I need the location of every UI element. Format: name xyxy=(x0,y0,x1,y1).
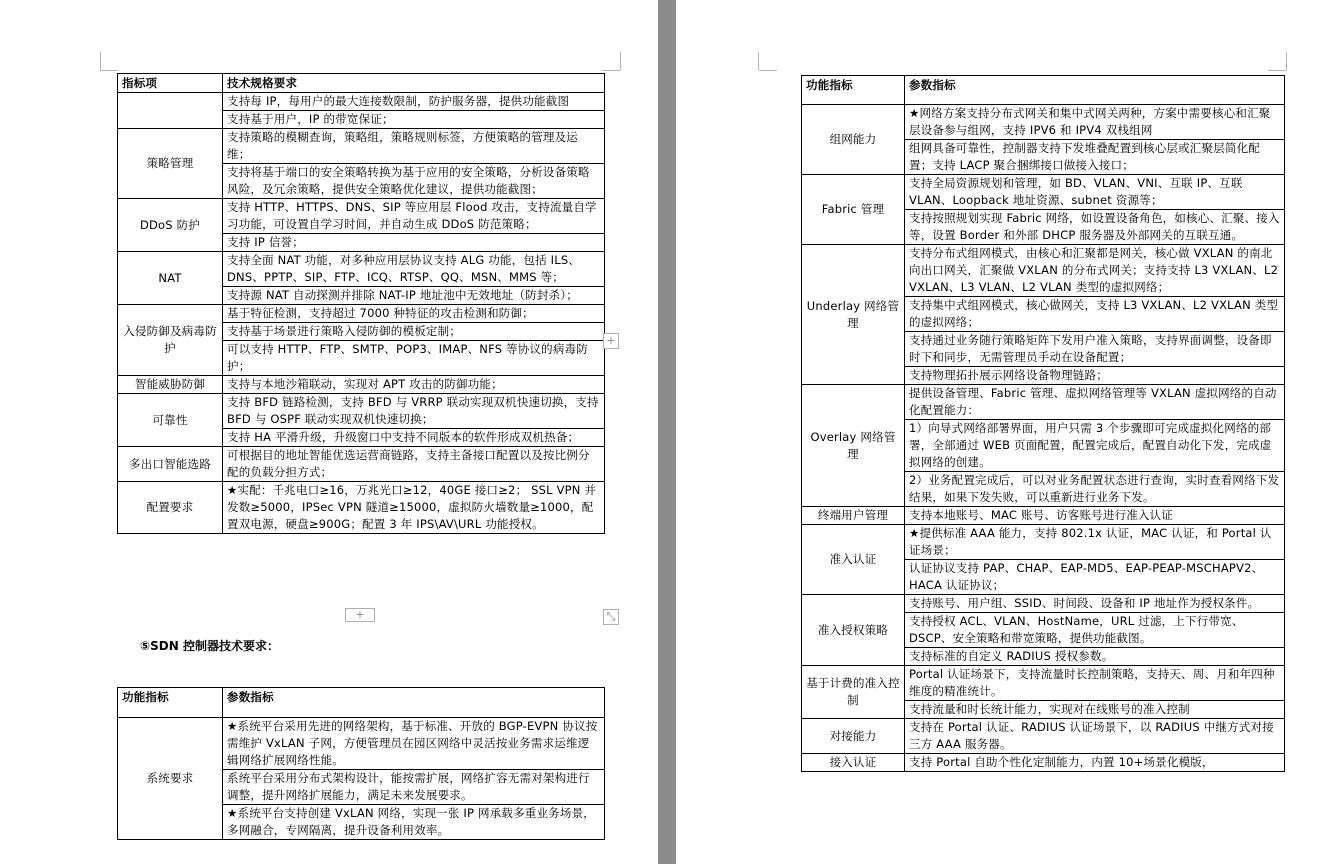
spec-cell: 1）向导式网络部署界面，用户只需 3 个步骤即可完成虚拟化网络的部署，全部通过 WEB 页面配置，配置完成后，配置自动化下发，完成虚拟网络的创建。 xyxy=(905,420,1285,472)
table-row xyxy=(118,129,605,164)
category-cell: 策略管理 xyxy=(118,129,223,199)
category-cell: Fabric 管理 xyxy=(802,175,905,245)
category-cell: 准入授权策略 xyxy=(802,595,905,666)
table-row xyxy=(802,595,1285,613)
spec-cell: 支持 HA 平滑升级，升级窗口中支持不同版本的软件形成双机热备； xyxy=(223,429,605,447)
spec-cell: 支持集中式组网模式，核心做网关，支持 L3 VXLAN、L2 VXLAN 类型的虚拟网络； xyxy=(905,297,1285,332)
category-cell: 基于计费的准入控制 xyxy=(802,666,905,719)
spec-cell: 支持按照规划实现 Fabric 网络，如设置设备角色，如核心、汇聚、接入等，设置 Border 和外部 DHCP 服务器及外部网关的互联互通。 xyxy=(905,210,1285,245)
spec-cell: 支持 HTTP、HTTPS、DNS、SIP 等应用层 Flood 攻击，支持流量自学习功能，可设置自学习时间，并自动生成 DDoS 防范策略； xyxy=(223,199,605,234)
category-cell: 终端用户管理 xyxy=(802,507,905,525)
category-cell: 组网能力 xyxy=(802,105,905,175)
spec-cell: 认证协议支持 PAP、CHAP、EAP-MD5、EAP-PEAP-MSCHAPV2、HACA 认证协议； xyxy=(905,560,1285,595)
spec-cell: 组网具备可靠性，控制器支持下发堆叠配置到核心层或汇聚层简化配置；支持 LACP 聚合捆绑接口做接入接口； xyxy=(905,140,1285,175)
column-header: 参数指标 xyxy=(223,688,605,718)
spec-cell: ★提供标准 AAA 能力，支持 802.1x 认证，MAC 认证，和 Portal 认证场景； xyxy=(905,525,1285,560)
spec-cell: 支持物理拓扑展示网络设备物理链路； xyxy=(905,367,1285,385)
spec-cell: ★系统平台采用先进的网络架构，基于标准、开放的 BGP-EVPN 协议按需维护 VxLAN 子网，方便管理员在园区网络中灵活按业务需求运维逻辑网络扩展网络性能。 xyxy=(223,718,605,770)
table-row xyxy=(802,754,1285,772)
section-heading: ⑤SDN 控制器技术要求： xyxy=(140,639,279,653)
category-cell: 接入认证 xyxy=(802,754,905,772)
resize-table-handle[interactable]: ⤡ xyxy=(603,609,619,625)
table-row xyxy=(118,376,605,394)
spec-cell: 支持基于用户，IP 的带宽保证； xyxy=(223,111,605,129)
table-row xyxy=(802,245,1285,297)
category-cell: 多出口智能选路 xyxy=(118,447,223,482)
spec-cell: ★实配：千兆电口≥16，万兆光口≥12，40GE 接口≥2； SSL VPN 并发数≥5000，IPSec VPN 隧道≥15000，虚拟防火墙数量≥1000，配置双电源，硬盘≥900G；配置 3 年 IPS\AV\URL 功能授权。 xyxy=(223,482,605,534)
category-cell: Overlay 网络管理 xyxy=(802,385,905,507)
spec-cell: 支持与本地沙箱联动，实现对 APT 攻击的防御功能； xyxy=(223,376,605,394)
crop-mark xyxy=(1268,70,1286,72)
table-header-row xyxy=(802,76,1285,105)
table-row xyxy=(802,719,1285,754)
spec-cell: 支持分布式组网模式，由核心和汇聚都是网关，核心做 VXLAN 的南北向出口网关，汇聚做 VXLAN 的分布式网关；支持支持 L3 VXLAN、L2 VXLAN、L3 VLAN、L2 VLAN 类型的虚拟网络； xyxy=(905,245,1285,297)
table-row xyxy=(802,525,1285,560)
column-header: 功能指标 xyxy=(118,688,223,718)
spec-cell: ★系统平台支持创建 VxLAN 网络，实现一张 IP 网承载多重业务场景，多网融合，专网隔离，提升设备利用效率。 xyxy=(223,805,605,840)
table-row xyxy=(118,394,605,429)
table-row xyxy=(802,507,1285,525)
spec-cell: 支持将基于端口的安全策略转换为基于应用的安全策略，分析设备策略风险，及冗余策略，提供安全策略优化建议，提供功能截图； xyxy=(223,164,605,199)
crop-mark xyxy=(92,52,101,70)
table-header-row xyxy=(118,688,605,718)
spec-cell: Portal 认证场景下，支持流量时长控制策略，支持天、周、月和年四种维度的精准统计。 xyxy=(905,666,1285,701)
crop-mark xyxy=(602,70,620,72)
spec-cell: 支持流量和时长统计能力，实现对在线账号的准入控制 xyxy=(905,701,1285,719)
crop-mark xyxy=(620,52,622,70)
category-cell: 可靠性 xyxy=(118,394,223,447)
table-row xyxy=(118,447,605,482)
spec-cell: 支持 BFD 链路检测，支持 BFD 与 VRRP 联动实现双机快速切换，支持 BFD 与 OSPF 联动实现双机快速切换； xyxy=(223,394,605,429)
spec-cell: 提供设备管理、Fabric 管理、虚拟网络管理等 VXLAN 虚拟网络的自动化配置能力： xyxy=(905,385,1285,420)
category-cell: 配置要求 xyxy=(118,482,223,534)
table-row xyxy=(118,252,605,287)
crop-mark xyxy=(758,52,760,70)
spec-cell: 支持授权 ACL、VLAN、HostName，URL 过滤，上下行带宽、DSCP、安全策略和带宽策略，提供功能截图。 xyxy=(905,613,1285,648)
crop-mark xyxy=(759,70,777,72)
spec-cell: 支持策略的模糊查询，策略组，策略规则标签，方便策略的管理及运维； xyxy=(223,129,605,164)
table-row xyxy=(802,175,1285,210)
spec-cell: 基于特征检测，支持超过 7000 种特征的攻击检测和防御； xyxy=(223,305,605,323)
spec-cell: 支持本地账号、MAC 账号、访客账号进行准入认证 xyxy=(905,507,1285,525)
column-header: 技术规格要求 xyxy=(223,74,605,93)
spec-cell: 支持通过业务随行策略矩阵下发用户准入策略，支持界面调整，设备即时下和同步，无需管理员手动在设备配置； xyxy=(905,332,1285,367)
spec-cell: 支持 Portal 自助个性化定制能力，内置 10+场景化模版， xyxy=(905,754,1285,772)
category-cell: NAT xyxy=(118,252,223,305)
spec-cell: 支持每 IP，每用户的最大连接数限制，防护服务器，提供功能截图 xyxy=(223,93,605,111)
spec-cell: 支持全面 NAT 功能，对多种应用层协议支持 ALG 功能，包括 ILS、DNS、PPTP、SIP、FTP、ICQ、RTSP、QQ、MSN、MMS 等； xyxy=(223,252,605,287)
category-cell: Underlay 网络管理 xyxy=(802,245,905,385)
category-cell xyxy=(118,93,223,129)
category-cell: 系统要求 xyxy=(118,718,223,840)
spec-cell: 支持全局资源规划和管理，如 BD、VLAN、VNI、互联 IP、互联 VLAN、Loopback 地址资源、subnet 资源等； xyxy=(905,175,1285,210)
category-cell: 准入认证 xyxy=(802,525,905,595)
spec-cell: 支持账号、用户组、SSID、时间段、设备和 IP 地址作为授权条件。 xyxy=(905,595,1285,613)
spec-cell: 可以支持 HTTP、FTP、SMTP、POP3、IMAP、NFS 等协议的病毒防护； xyxy=(223,341,605,376)
table-row xyxy=(802,385,1285,420)
table-header-row xyxy=(118,74,605,93)
add-row-button[interactable]: + xyxy=(345,608,375,622)
table-row xyxy=(118,482,605,534)
sdn-controller-table xyxy=(117,687,605,840)
column-header: 参数指标 xyxy=(905,76,1285,105)
column-header: 功能指标 xyxy=(802,76,905,105)
spec-cell: 可根据目的地址智能优选运营商链路，支持主备接口配置以及按比例分配的负载分担方式； xyxy=(223,447,605,482)
spec-cell: 系统平台采用分布式架构设计，能按需扩展，网络扩容无需对架构进行调整，提升网络扩展能力，满足未来发展要求。 xyxy=(223,770,605,805)
table-row xyxy=(802,105,1285,140)
spec-cell: 2）业务配置完成后，可以对业务配置状态进行查询，实时查看网络下发结果，如果下发失败，可以重新进行业务下发。 xyxy=(905,472,1285,507)
table-row xyxy=(118,93,605,111)
category-cell: 入侵防御及病毒防护 xyxy=(118,305,223,376)
spec-cell: 支持标准的自定义 RADIUS 授权参数。 xyxy=(905,648,1285,666)
sdn-function-table xyxy=(801,75,1285,772)
add-column-button[interactable]: + xyxy=(603,333,619,349)
table-row xyxy=(802,666,1285,701)
crop-mark xyxy=(100,70,118,72)
spec-cell: 支持基于场景进行策略入侵防御的模板定制； xyxy=(223,323,605,341)
category-cell: 对接能力 xyxy=(802,719,905,754)
table-row xyxy=(118,199,605,234)
category-cell: DDoS 防护 xyxy=(118,199,223,252)
category-cell: 智能威胁防御 xyxy=(118,376,223,394)
firewall-spec-table xyxy=(117,73,605,534)
spec-cell: 支持 IP 信誉； xyxy=(223,234,605,252)
spec-cell: 支持在 Portal 认证、RADIUS 认证场景下，以 RADIUS 中继方式对接三方 AAA 服务器。 xyxy=(905,719,1285,754)
spec-cell: 支持源 NAT 自动探测并排除 NAT-IP 地址池中无效地址（防封杀）； xyxy=(223,287,605,305)
page-gap xyxy=(658,0,676,864)
table-row xyxy=(118,305,605,323)
spec-cell: ★网络方案支持分布式网关和集中式网关两种，方案中需要核心和汇聚层设备参与组网，支持 IPV6 和 IPV4 双栈组网 xyxy=(905,105,1285,140)
column-header: 指标项 xyxy=(118,74,223,93)
table-row xyxy=(118,718,605,770)
crop-mark xyxy=(1286,52,1288,70)
